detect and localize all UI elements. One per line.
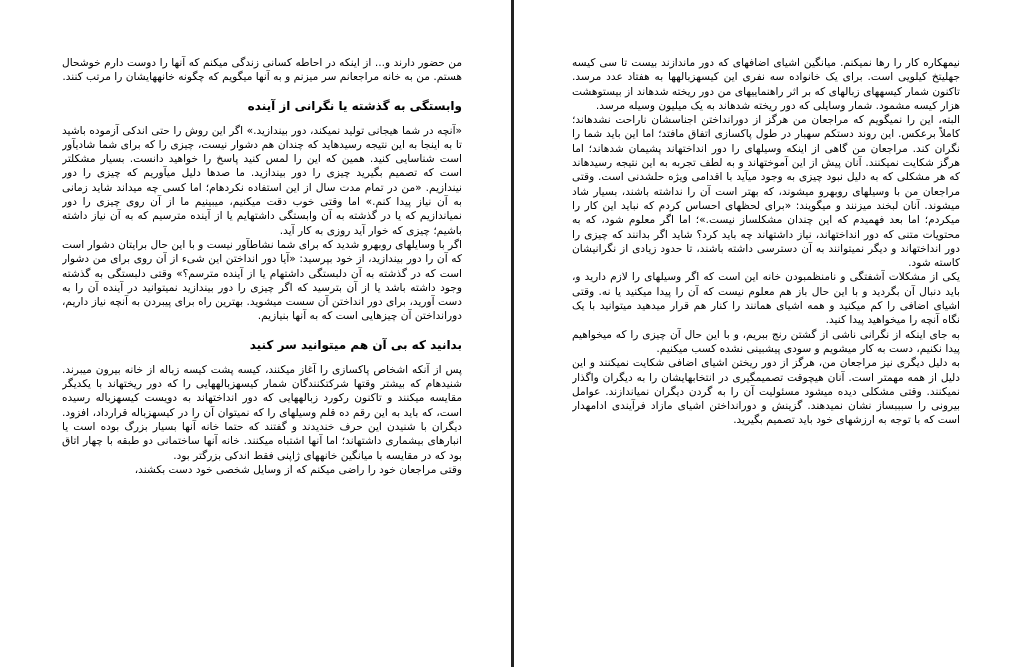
left-page	[62, 56, 462, 667]
intro-paragraph: من حضور دارند و... از اینکه در احاطه کسانی زندگی میکنم که آنها را دوست دارم خوشحال هستم. من به خانه مراجعانم سر میزنم و به آنها میگویم که چگونه خانههایشان را مرتب کنند.	[62, 57, 462, 84]
paragraph: وقتی مراجعان خود را راضی میکنم که از وسایل شخصی خود دست بکشند،	[134, 463, 462, 476]
page-divider	[511, 0, 514, 667]
paragraph: به دلیل دیگری نیز مراجعان من، هرگز از دور ریختن اشیای اضافی شکایت نمیکنند و این دلیل از همه مهمتر است. آنان هیچوقت تصمیمگیری در انتخابهایشان را به دیگران واگذار نمیکنند. وقتی مشکلی دیده میشود مسئولیت آن را به گردن دیگران نمیاندازند. عوامل بیرونی را سبببساز نشان نمیدهند. گزینش و دورانداختن اشیای مازاد فرآیندی ادامهدار است که با توجه به ارزشهای خود باید تصمیم بگیرید.	[572, 357, 960, 427]
paragraph: پس از آنکه اشخاص پاکسازی را آغاز میکنند، کیسه پشت کیسه زباله از خانه بیرون میبرند. شنیدهام که بیشتر وقتها شرکتکنندگان شمار کیسهزبالههایی را که دور ریختهاند با یکدیگر مقایسه میکنند و تاکنون رکورد زبالههایی که دور انداختهاند به دویست کیسهزباله رسیده است، که باید به این رقم ده قلم وسیلهای را که نمیتوان آن را در کیسهزباله قرارداد، افزود. دیگران با شنیدن این حرف خندیدند و گفتند که حتما خانه آنها بسیار بزرگ بوده است یا انبارهای بیشماری داشتهاند؛ اما آنها اشتباه میکنند. خانه آنها ساختمانی دو طبقه با چهار اتاق بود که در مقایسه با میانگین خانههای ژاپنی فقط اندکی بزرگتر بود.	[62, 363, 462, 462]
section-heading-live-without: بدانید که بی آن هم میتوانید سر کنید	[249, 337, 462, 352]
section-heading-attachment: وابستگی به گذشته یا نگرانی از آینده	[247, 98, 462, 113]
paragraph: نیمهکاره کار را رها نمیکنم. میانگین اشیای اضافهای که دور ماندازند بیست تا سی کیسه جهلیتخ کیلویی است. برای یک خانواده سه نفری این کیسهزبالهها به هفتاد عدد مرسد. تاکنون شمار کیسههای زبالهای که بر اثر راهنماییهای من دور ریخته شدهاند از بیستوهشت هزار کیسه مشمود. شمار وسایلی که دور ریخته شدهاند به یک میلیون وسیله مرسد.	[572, 57, 960, 112]
paragraph: اگر با وسایلهای روبهرو شدید که برای شما نشاطآور نیست و با این حال برایتان دشوار است که آن را دور بیندازید، از خود بپرسید: «آیا دور انداختن این شیء از آن روی برای من دشوار است که در گذشته به آن دلبستگی داشتهام یا از آینده مترسم؟» وقتی دلبستگی به گذشته وجود داشته باشد یا از آن بترسید که اگر چیزی را دور بیندازید نمیتوانید در آینده آن را به دست آورید، برای دور انداختن آن سست میشوید. بهترین راه برای پیبردن به آنچه نیاز داریم، دورانداختن آن چیزهایی است که به آنها بنیازیم.	[62, 238, 462, 323]
right-page	[572, 56, 960, 667]
paragraph: البته، این را نمیگویم که مراجعان من هرگز از دورانداختن اجناسشان ناراحت نشدهاند؛ کاملاً برعکس. این روند دستکم سهبار در طول پاکسازی اتفاق مافتد؛ اما این باید شما را نگران کند. مراجعان من گاهی از اینکه وسیلهای را دور انداختهاند پشیمان شدهاند؛ اما هرگز شکایت نمیکنند. آنان پیش از این آموختهاند و به لطف تجربه به این نتیجه رسیدهاند که هر مشکلی که به دلیل نبود چیزی به وجود میآید با اقدامی ویژه حلشدنی است. وقتی مراجعان من با وسیلهای روبهرو میشوند، که بهتر است آن را نداشته باشند، بسیار شاد میشوند. آنان لبخند میزنند و میگویند: «برای لحظهای احساس کردم که نباید این کار را میکردم؛ اما بعد فهمیدم که این چندان مشکلساز نیست.»؛ اما اگر معلوم شود، که به محتویات متنی که دور انداختهاند، نیاز داشتهاند چه باید کرد؟ شاید اگر بدانند که چیزی را دور انداختهاند و دیگر نمیتوانند به آن دسترسی داشته باشند، تا حدود زیادی از نگرانیشان کاسته شود.	[572, 114, 960, 270]
paragraph: به جای اینکه از نگرانی ناشی از گشتن رنج ببریم، و با این حال آن چیزی را که میخواهیم پیدا نکنیم، دست به کار میشویم و سودی پیشبینی نشده کسب میکنیم.	[572, 328, 960, 355]
paragraph: یکی از مشکلات آشفتگی و نامنظمبودن خانه این است که اگر وسیلهای را لازم دارید و، باید دنبال آن بگردید و با این حال باز هم معلوم نیست که آن را پیدا میکنید یا نه. وقتی اشیای اضافی را کم میکنید و همه اشیای همانند را کنار هم قرار میدهید میتوانید با یک نگاه آنچه را میخواهید پیدا کنید.	[572, 271, 960, 327]
paragraph: «آنچه در شما هیجانی تولید نمیکند، دور بیندازید.» اگر این روش را حتی اندکی آزموده باشید تا به اینجا به این نتیجه رسیدهاید که چندان هم دشوار نیست، چیزی را که برای شما شادیآور است شناسایی کنید. همین که این را لمس کنید پاسخ را خواهید دانست. بسیار مشکلتر است که تصمیم بگیرید چیزی را دور بیندازید. ما صدها دلیل میآوریم که چیزی را دور نیندازیم. «من در تمام مدت سال از این استفاده نکردهام؛ اما کسی چه میداند شاید زمانی به آن نیاز پیدا کنم.» اما وقتی خوب دقت میکنیم، میبینیم ما از آن روی چیزی را دور نمیاندازیم که یا در گذشته به آن وابستگی داشتهایم یا از آینده مترسیم که به آن نیاز داشته باشیم؛ چیزی که خوار آید روزی به کار آید.	[62, 124, 462, 237]
